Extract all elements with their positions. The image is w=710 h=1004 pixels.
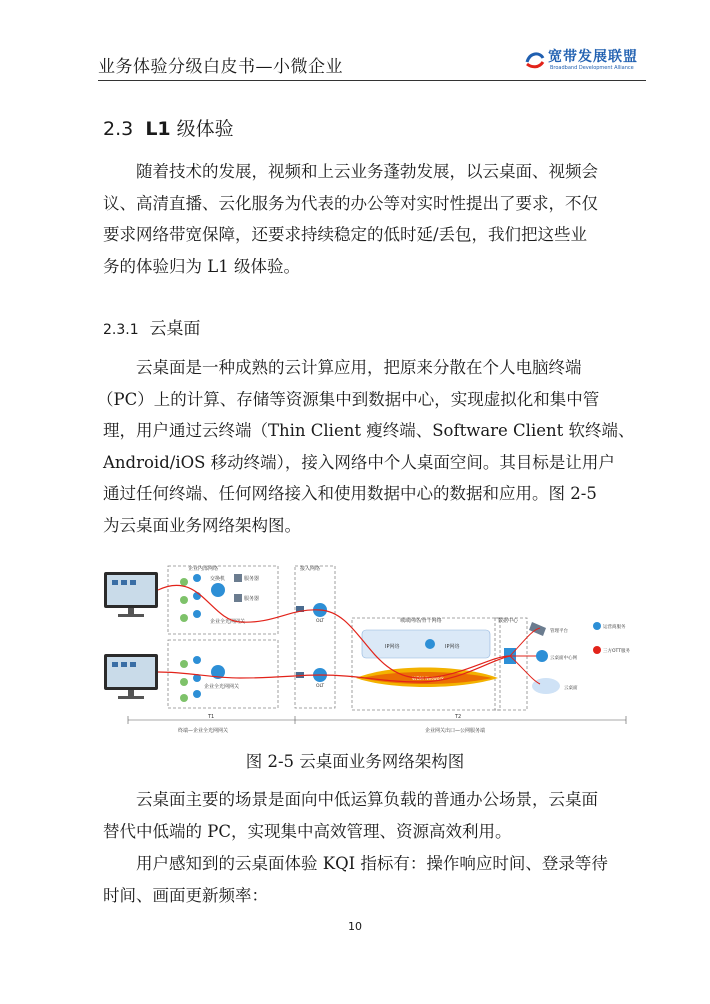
ip-network-label: IP网络 xyxy=(385,644,400,650)
legend-operator-icon xyxy=(593,622,601,630)
section-intro-paragraph xyxy=(103,156,633,282)
access-network-label: 接入网络 xyxy=(300,566,321,572)
olt-label: OLT xyxy=(316,619,325,624)
switch-icon xyxy=(211,583,225,597)
segment-t1-label: T1 xyxy=(208,714,215,720)
router-icon xyxy=(425,639,435,649)
network-architecture-figure xyxy=(100,560,640,740)
cloud-core-icon xyxy=(536,650,548,662)
paragraph-line: 云桌面主要的场景是面向中低运算负载的普通办公场景，云桌面 xyxy=(136,790,598,809)
paragraph-line: 通过任何终端、任何网络接入和使用数据中心的数据和应用。图 2-5 xyxy=(103,484,597,503)
enterprise-network-label: 企业内部网络 xyxy=(188,566,219,572)
segment-left-description: 终端—企业全光网网关 xyxy=(178,728,229,734)
paragraph-line: 随着技术的发展，视频和上云业务蓬勃发展，以云桌面、视频会 xyxy=(136,162,598,181)
cloud-core-label: 云桌面中心网 xyxy=(550,656,577,661)
mgmt-platform-label: 管理平台 xyxy=(550,629,568,634)
paragraph-line: 时间、画面更新频率： xyxy=(103,885,268,905)
data-center-label: 数据中心 xyxy=(498,618,519,624)
metro-network-label: 城域网络/骨干网络 xyxy=(400,618,442,624)
paragraph-line: 理，用户通过云终端（Thin Client 瘦终端、Software Client 软终端、 xyxy=(103,421,635,440)
server-label: 服务器 xyxy=(244,596,260,602)
logo-text-cn: 宽带发展联盟 xyxy=(548,49,638,65)
monitor-icon xyxy=(104,654,158,699)
legend-operator-label: 运营商服务 xyxy=(603,625,626,630)
figure-caption: 图 2-5 云桌面业务网络架构图 xyxy=(245,752,465,771)
monitor-icon xyxy=(104,572,158,617)
cloud-desktop-label: 云桌面 xyxy=(564,686,578,691)
alliance-logo xyxy=(524,46,646,76)
paragraph-line: 用户感知到的云桌面体验 KQI 指标有：操作响应时间、登录等待 xyxy=(136,854,608,873)
section-number: 2.3 xyxy=(103,118,134,140)
subsection-heading xyxy=(103,314,200,339)
gateway-label: 企业全光网网关 xyxy=(204,684,240,690)
kqi-paragraph xyxy=(103,848,633,911)
traffic-flow-line xyxy=(510,628,540,684)
network-diagram xyxy=(100,560,640,740)
gateway-label: 企业全光网网关 xyxy=(210,619,246,625)
paragraph-line: 替代中低端的 PC，实现集中高效管理、资源高效利用。 xyxy=(103,821,512,841)
section-title-suffix: 级体验 xyxy=(170,118,234,140)
scenario-paragraph xyxy=(103,784,633,847)
paragraph-line: 云桌面是一种成熟的云计算应用，把原来分散在个人电脑终端 xyxy=(136,358,582,377)
header-title: 业务体验分级白皮书—小微企业 xyxy=(98,57,343,77)
legend-third-party-label: 三方OTT服务 xyxy=(603,649,630,654)
olt-label: OLT xyxy=(316,684,325,689)
page-header xyxy=(98,49,646,80)
server-label: 服务器 xyxy=(244,576,260,582)
paragraph-line: Android/iOS 移动终端），接入网络中个人桌面空间。其目标是让用户 xyxy=(103,452,615,472)
paragraph-line: 要求网络带宽保障，还要求持续稳定的低时延/丢包，我们把这些业 xyxy=(103,225,588,244)
paragraph-line: 务的体验归为 L1 级体验。 xyxy=(103,256,300,276)
segment-t2-label: T2 xyxy=(455,714,462,720)
subsection-number: 2.3.1 xyxy=(103,322,139,338)
paragraph-line: 议、高清直播、云化服务为代表的办公等对实时性提出了要求，不仅 xyxy=(103,193,598,213)
server-icon xyxy=(234,574,242,582)
ip-network-label: IP网络 xyxy=(445,644,460,650)
subsection-title: 云桌面 xyxy=(149,319,201,339)
section-title-prefix: L1 xyxy=(145,118,171,140)
paragraph-line: （PC）上的计算、存储等资源集中到数据中心，实现虚拟化和集中管 xyxy=(97,389,600,409)
alliance-logo-icon xyxy=(524,48,546,70)
segment-right-description: 企业网关出口—公网服务端 xyxy=(425,728,486,734)
server-icon xyxy=(234,594,242,602)
logo-text-en: Broadband Development Alliance xyxy=(550,65,634,71)
page-number: 10 xyxy=(348,920,362,933)
access-network-box xyxy=(295,566,335,708)
legend-third-party-icon xyxy=(593,646,601,654)
header-divider xyxy=(98,80,646,81)
cloud-icon xyxy=(532,678,560,694)
wdm-network-label: WDM Network xyxy=(412,677,445,682)
switch-label: 交换机 xyxy=(210,576,226,582)
section-heading xyxy=(103,114,234,141)
paragraph-line: 为云桌面业务网络架构图。 xyxy=(103,515,301,535)
subsection-paragraph xyxy=(97,352,635,541)
